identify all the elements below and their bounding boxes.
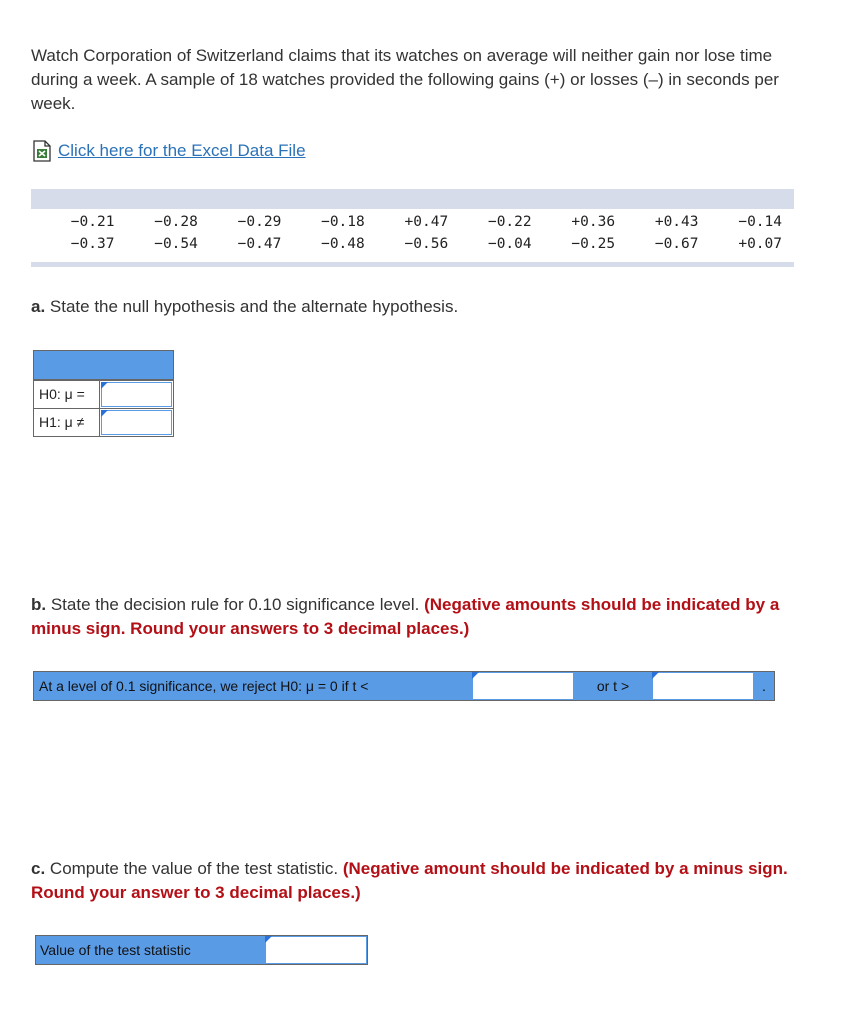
table-footer-band [31, 262, 794, 267]
excel-data-link[interactable] [31, 140, 306, 162]
part-b-question [31, 593, 821, 641]
excel-link-label[interactable]: Click here for the Excel Data File [58, 141, 306, 160]
table-cell: −0.37 [70, 236, 115, 252]
h0-label: H0: μ = [34, 381, 100, 408]
or-label: or t > [574, 672, 652, 700]
table-header-band [31, 189, 794, 209]
table-cell: +0.07 [738, 236, 782, 252]
table-cell: −0.04 [487, 236, 532, 252]
table-cell: −0.14 [738, 214, 782, 230]
input-marker-icon [472, 672, 479, 679]
table-cell: −0.21 [70, 214, 115, 230]
test-statistic-cell[interactable] [265, 936, 367, 964]
hypothesis-box [33, 350, 174, 437]
h0-row [34, 380, 173, 408]
problem-statement: Watch Corporation of Switzerland claims that its watches on average will neither gain nor lose time during a week. A sample of 18 watches provided the following gains (+) or losses (–) in seconds per week. [31, 46, 779, 113]
decision-rule-box [33, 671, 775, 701]
h1-row [34, 408, 173, 436]
part-b-text: State the decision rule for 0.10 significance level. [46, 595, 425, 614]
table-cell: −0.47 [237, 236, 282, 252]
input-marker-icon [265, 936, 272, 943]
table-cell: −0.25 [571, 236, 616, 252]
part-c-instruction: (Negative amount should be indicated by a minus sign. Round your answer to 3 decimal places.) [31, 859, 788, 902]
table-cell: −0.28 [154, 214, 198, 230]
table-cell: −0.54 [154, 236, 198, 252]
table-cell: −0.67 [654, 236, 699, 252]
h1-input[interactable] [102, 411, 171, 434]
table-cell: −0.48 [321, 236, 365, 252]
table-cell: −0.22 [487, 214, 532, 230]
part-b-instruction: (Negative amounts should be indicated by a minus sign. Round your answers to 3 decimal places.) [31, 595, 780, 638]
part-b-letter: b. [31, 595, 47, 614]
table-cell: +0.43 [654, 214, 699, 230]
table-row [31, 233, 794, 255]
test-statistic-box [35, 935, 368, 965]
part-c-question [31, 857, 821, 905]
rule-end-period: . [754, 672, 774, 700]
test-statistic-input[interactable] [266, 937, 366, 963]
h1-input-cell[interactable] [101, 410, 172, 435]
table-cell: −0.56 [404, 236, 449, 252]
watch-data-table [31, 211, 794, 255]
part-a-text: State the null hypothesis and the alternate hypothesis. [45, 297, 459, 316]
lower-critical-cell[interactable] [472, 672, 574, 700]
excel-file-icon [31, 140, 53, 162]
table-cell: +0.47 [404, 214, 449, 230]
input-marker-icon [652, 672, 659, 679]
part-c-text: Compute the value of the test statistic. [45, 859, 343, 878]
test-statistic-label: Value of the test statistic [36, 936, 265, 964]
h1-label: H1: μ ≠ [34, 409, 100, 436]
h0-input-cell[interactable] [101, 382, 172, 407]
part-a-letter: a. [31, 297, 46, 316]
input-marker-icon [101, 382, 108, 389]
table-cell: −0.29 [237, 214, 282, 230]
lower-critical-input[interactable] [473, 673, 573, 699]
h0-input[interactable] [102, 383, 171, 406]
hypothesis-header [34, 351, 173, 380]
decision-rule-label: At a level of 0.1 significance, we reject H0: μ = 0 if t < [34, 672, 472, 700]
part-a-question [31, 295, 821, 319]
upper-critical-cell[interactable] [652, 672, 754, 700]
input-marker-icon [101, 410, 108, 417]
part-c-letter: c. [31, 859, 46, 878]
table-cell: −0.18 [321, 214, 365, 230]
upper-critical-input[interactable] [653, 673, 753, 699]
table-cell: +0.36 [571, 214, 616, 230]
table-row [31, 211, 794, 233]
data-table-container [31, 189, 794, 267]
